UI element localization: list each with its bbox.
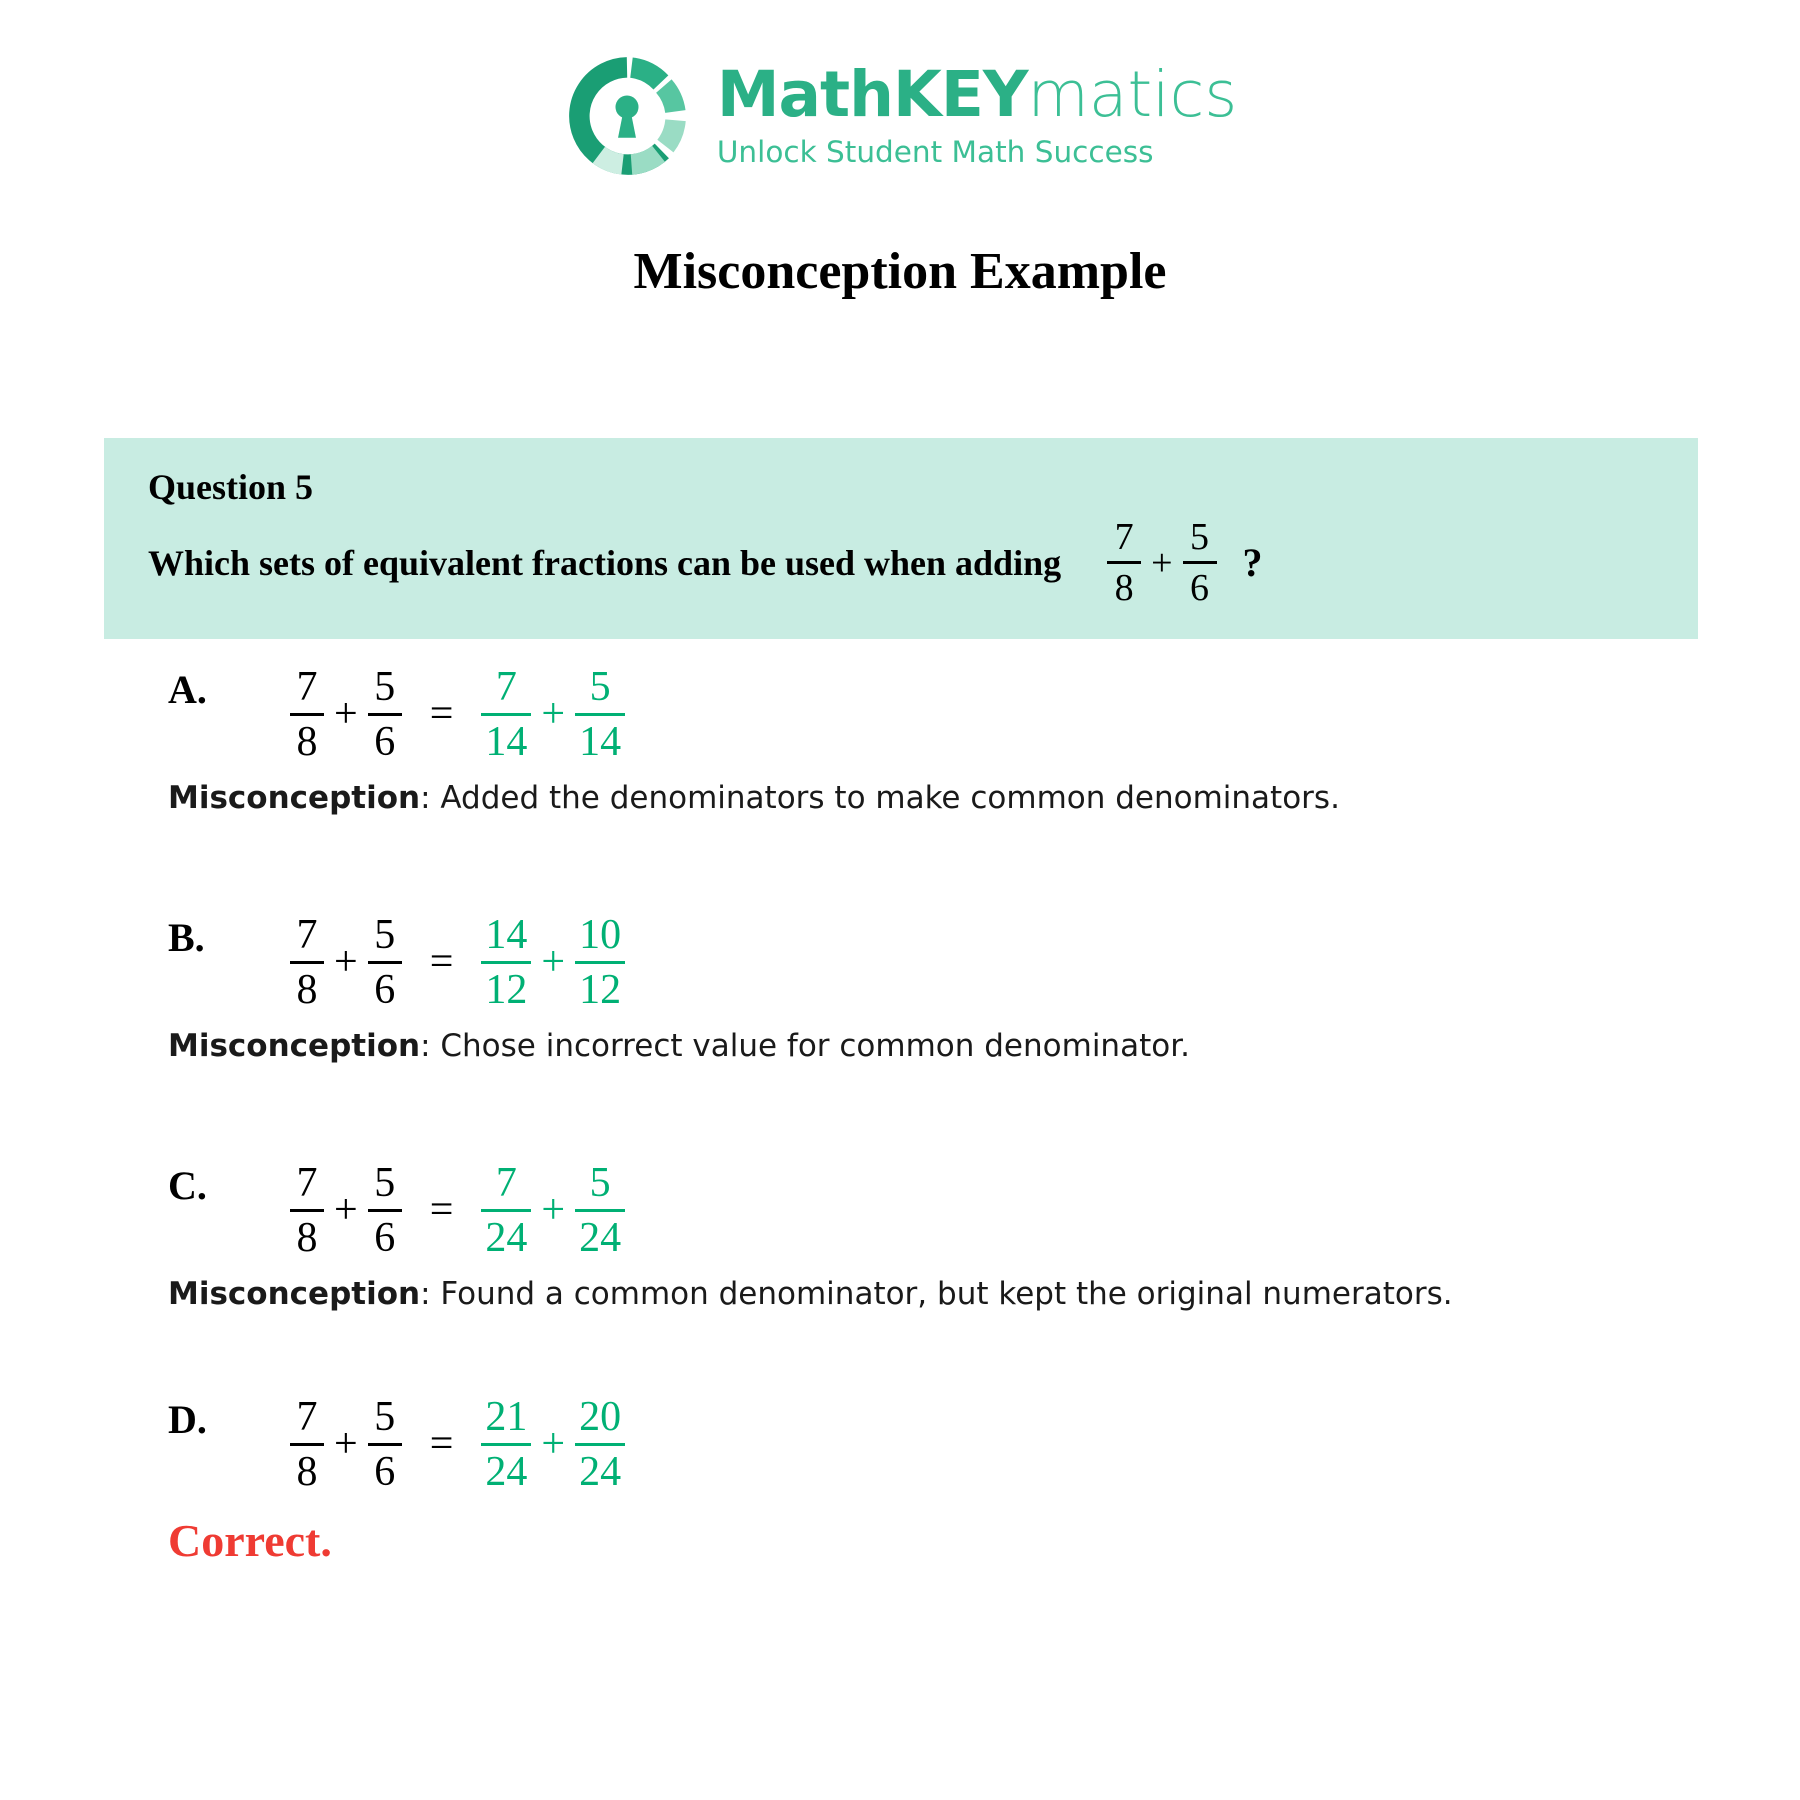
misconception-text: : Added the denominators to make common denominators. <box>420 780 1340 816</box>
fraction-lhs-a <box>290 1160 324 1261</box>
brand-name-bold: MathKEY <box>716 57 1028 131</box>
denominator: 6 <box>374 718 396 765</box>
fraction-lhs-b <box>368 664 402 765</box>
fraction-bar <box>290 1209 324 1212</box>
option-a[interactable] <box>0 660 1800 816</box>
misconception-label: Misconception <box>168 780 421 816</box>
numerator: 5 <box>589 1159 611 1206</box>
fraction-rhs-a <box>481 1394 531 1495</box>
denominator: 12 <box>485 966 528 1013</box>
numerator: 10 <box>579 911 622 958</box>
brand-wordmark <box>716 57 1238 131</box>
fraction-7-8 <box>1107 516 1141 609</box>
misconception-text: : Found a common denominator, but kept the original numerators. <box>420 1276 1453 1312</box>
fraction-bar <box>368 1443 402 1446</box>
plus-operator: + <box>334 1187 358 1233</box>
brand-header <box>0 0 1800 180</box>
numerator: 7 <box>1114 516 1134 558</box>
denominator: 8 <box>296 1214 318 1261</box>
fraction-bar <box>1183 561 1217 564</box>
fraction-bar <box>575 713 625 716</box>
keyhole-ring-logo-icon <box>563 52 691 180</box>
denominator: 24 <box>579 1214 622 1261</box>
brand-name-light: matics <box>1027 57 1238 131</box>
option-letter-a: A. <box>168 667 207 712</box>
option-b-equation <box>168 908 1800 1016</box>
answer-options-list <box>0 660 1800 1567</box>
correct-label: Correct. <box>168 1515 332 1566</box>
fraction-rhs-b <box>575 1160 625 1261</box>
denominator: 14 <box>485 718 528 765</box>
fraction-bar <box>368 961 402 964</box>
numerator: 7 <box>296 911 318 958</box>
fraction-rhs-b <box>575 912 625 1013</box>
equals-sign: = <box>429 939 454 985</box>
fraction-bar <box>575 1443 625 1446</box>
numerator: 5 <box>374 663 396 710</box>
numerator: 14 <box>485 911 528 958</box>
numerator: 7 <box>296 663 318 710</box>
plus-operator: + <box>1151 541 1173 584</box>
page-title: Misconception Example <box>633 243 1167 300</box>
equals-sign: = <box>429 1187 454 1233</box>
fraction-lhs-a <box>290 664 324 765</box>
plus-operator: + <box>334 691 358 737</box>
fraction-bar <box>481 713 531 716</box>
fraction-lhs-b <box>368 1394 402 1495</box>
question-banner <box>104 438 1698 639</box>
fraction-bar <box>290 713 324 716</box>
option-letter-d: D. <box>168 1397 207 1442</box>
numerator: 20 <box>579 1393 622 1440</box>
question-prompt: Which sets of equivalent fractions can be used when adding <box>148 542 1062 583</box>
plus-operator: + <box>334 1421 358 1467</box>
fraction-rhs-a <box>481 1160 531 1261</box>
fraction-lhs-a <box>290 1394 324 1495</box>
question-expression <box>1107 516 1216 609</box>
question-line <box>148 516 1654 609</box>
fraction-lhs-b <box>368 1160 402 1261</box>
fraction-bar <box>481 1209 531 1212</box>
denominator: 6 <box>1190 567 1210 609</box>
option-a-misconception <box>168 780 1800 816</box>
spacer <box>0 1064 1800 1156</box>
misconception-text: : Chose incorrect value for common denominator. <box>420 1028 1190 1064</box>
option-c-equation <box>168 1156 1800 1264</box>
fraction-bar <box>575 1209 625 1212</box>
fraction-bar <box>1107 561 1141 564</box>
numerator: 5 <box>374 1393 396 1440</box>
denominator: 8 <box>296 718 318 765</box>
fraction-bar <box>368 713 402 716</box>
question-label: Question 5 <box>148 467 314 507</box>
plus-operator: + <box>541 691 566 737</box>
fraction-bar <box>368 1209 402 1212</box>
numerator: 7 <box>495 663 517 710</box>
fraction-bar <box>290 1443 324 1446</box>
option-b[interactable] <box>0 908 1800 1064</box>
denominator: 6 <box>374 1448 396 1495</box>
brand-tagline: Unlock Student Math Success <box>716 135 1154 170</box>
fraction-bar <box>481 961 531 964</box>
option-c-misconception <box>168 1276 1800 1312</box>
fraction-bar <box>290 961 324 964</box>
denominator: 6 <box>374 966 396 1013</box>
fraction-lhs-b <box>368 912 402 1013</box>
question-mark: ? <box>1242 540 1263 585</box>
numerator: 5 <box>374 911 396 958</box>
misconception-label: Misconception <box>168 1276 421 1312</box>
option-d-equation <box>168 1390 1800 1498</box>
numerator: 7 <box>296 1393 318 1440</box>
fraction-5-6 <box>1183 516 1217 609</box>
spacer <box>0 1312 1800 1390</box>
fraction-rhs-a <box>481 664 531 765</box>
numerator: 5 <box>1190 516 1210 558</box>
option-letter-c: C. <box>168 1163 207 1208</box>
misconception-label: Misconception <box>168 1028 421 1064</box>
plus-operator: + <box>541 939 566 985</box>
option-b-misconception <box>168 1028 1800 1064</box>
denominator: 8 <box>296 966 318 1013</box>
denominator: 12 <box>579 966 622 1013</box>
fraction-lhs-a <box>290 912 324 1013</box>
numerator: 5 <box>374 1159 396 1206</box>
denominator: 24 <box>485 1448 528 1495</box>
fraction-rhs-a <box>481 912 531 1013</box>
denominator: 8 <box>1114 567 1134 609</box>
denominator: 6 <box>374 1214 396 1261</box>
fraction-rhs-b <box>575 1394 625 1495</box>
spacer <box>0 816 1800 908</box>
plus-operator: + <box>334 939 358 985</box>
fraction-bar <box>575 961 625 964</box>
option-a-equation <box>168 660 1800 768</box>
brand-wordmark-block <box>716 57 1238 170</box>
fraction-rhs-b <box>575 664 625 765</box>
plus-operator: + <box>541 1187 566 1233</box>
denominator: 8 <box>296 1448 318 1495</box>
fraction-bar <box>481 1443 531 1446</box>
equals-sign: = <box>429 691 454 737</box>
equals-sign: = <box>429 1421 454 1467</box>
plus-operator: + <box>541 1421 566 1467</box>
denominator: 24 <box>579 1448 622 1495</box>
numerator: 21 <box>485 1393 528 1440</box>
denominator: 14 <box>579 718 622 765</box>
numerator: 5 <box>589 663 611 710</box>
option-c[interactable] <box>0 1156 1800 1312</box>
option-d[interactable] <box>0 1390 1800 1567</box>
numerator: 7 <box>296 1159 318 1206</box>
option-letter-b: B. <box>168 915 205 960</box>
numerator: 7 <box>495 1159 517 1206</box>
denominator: 24 <box>485 1214 528 1261</box>
